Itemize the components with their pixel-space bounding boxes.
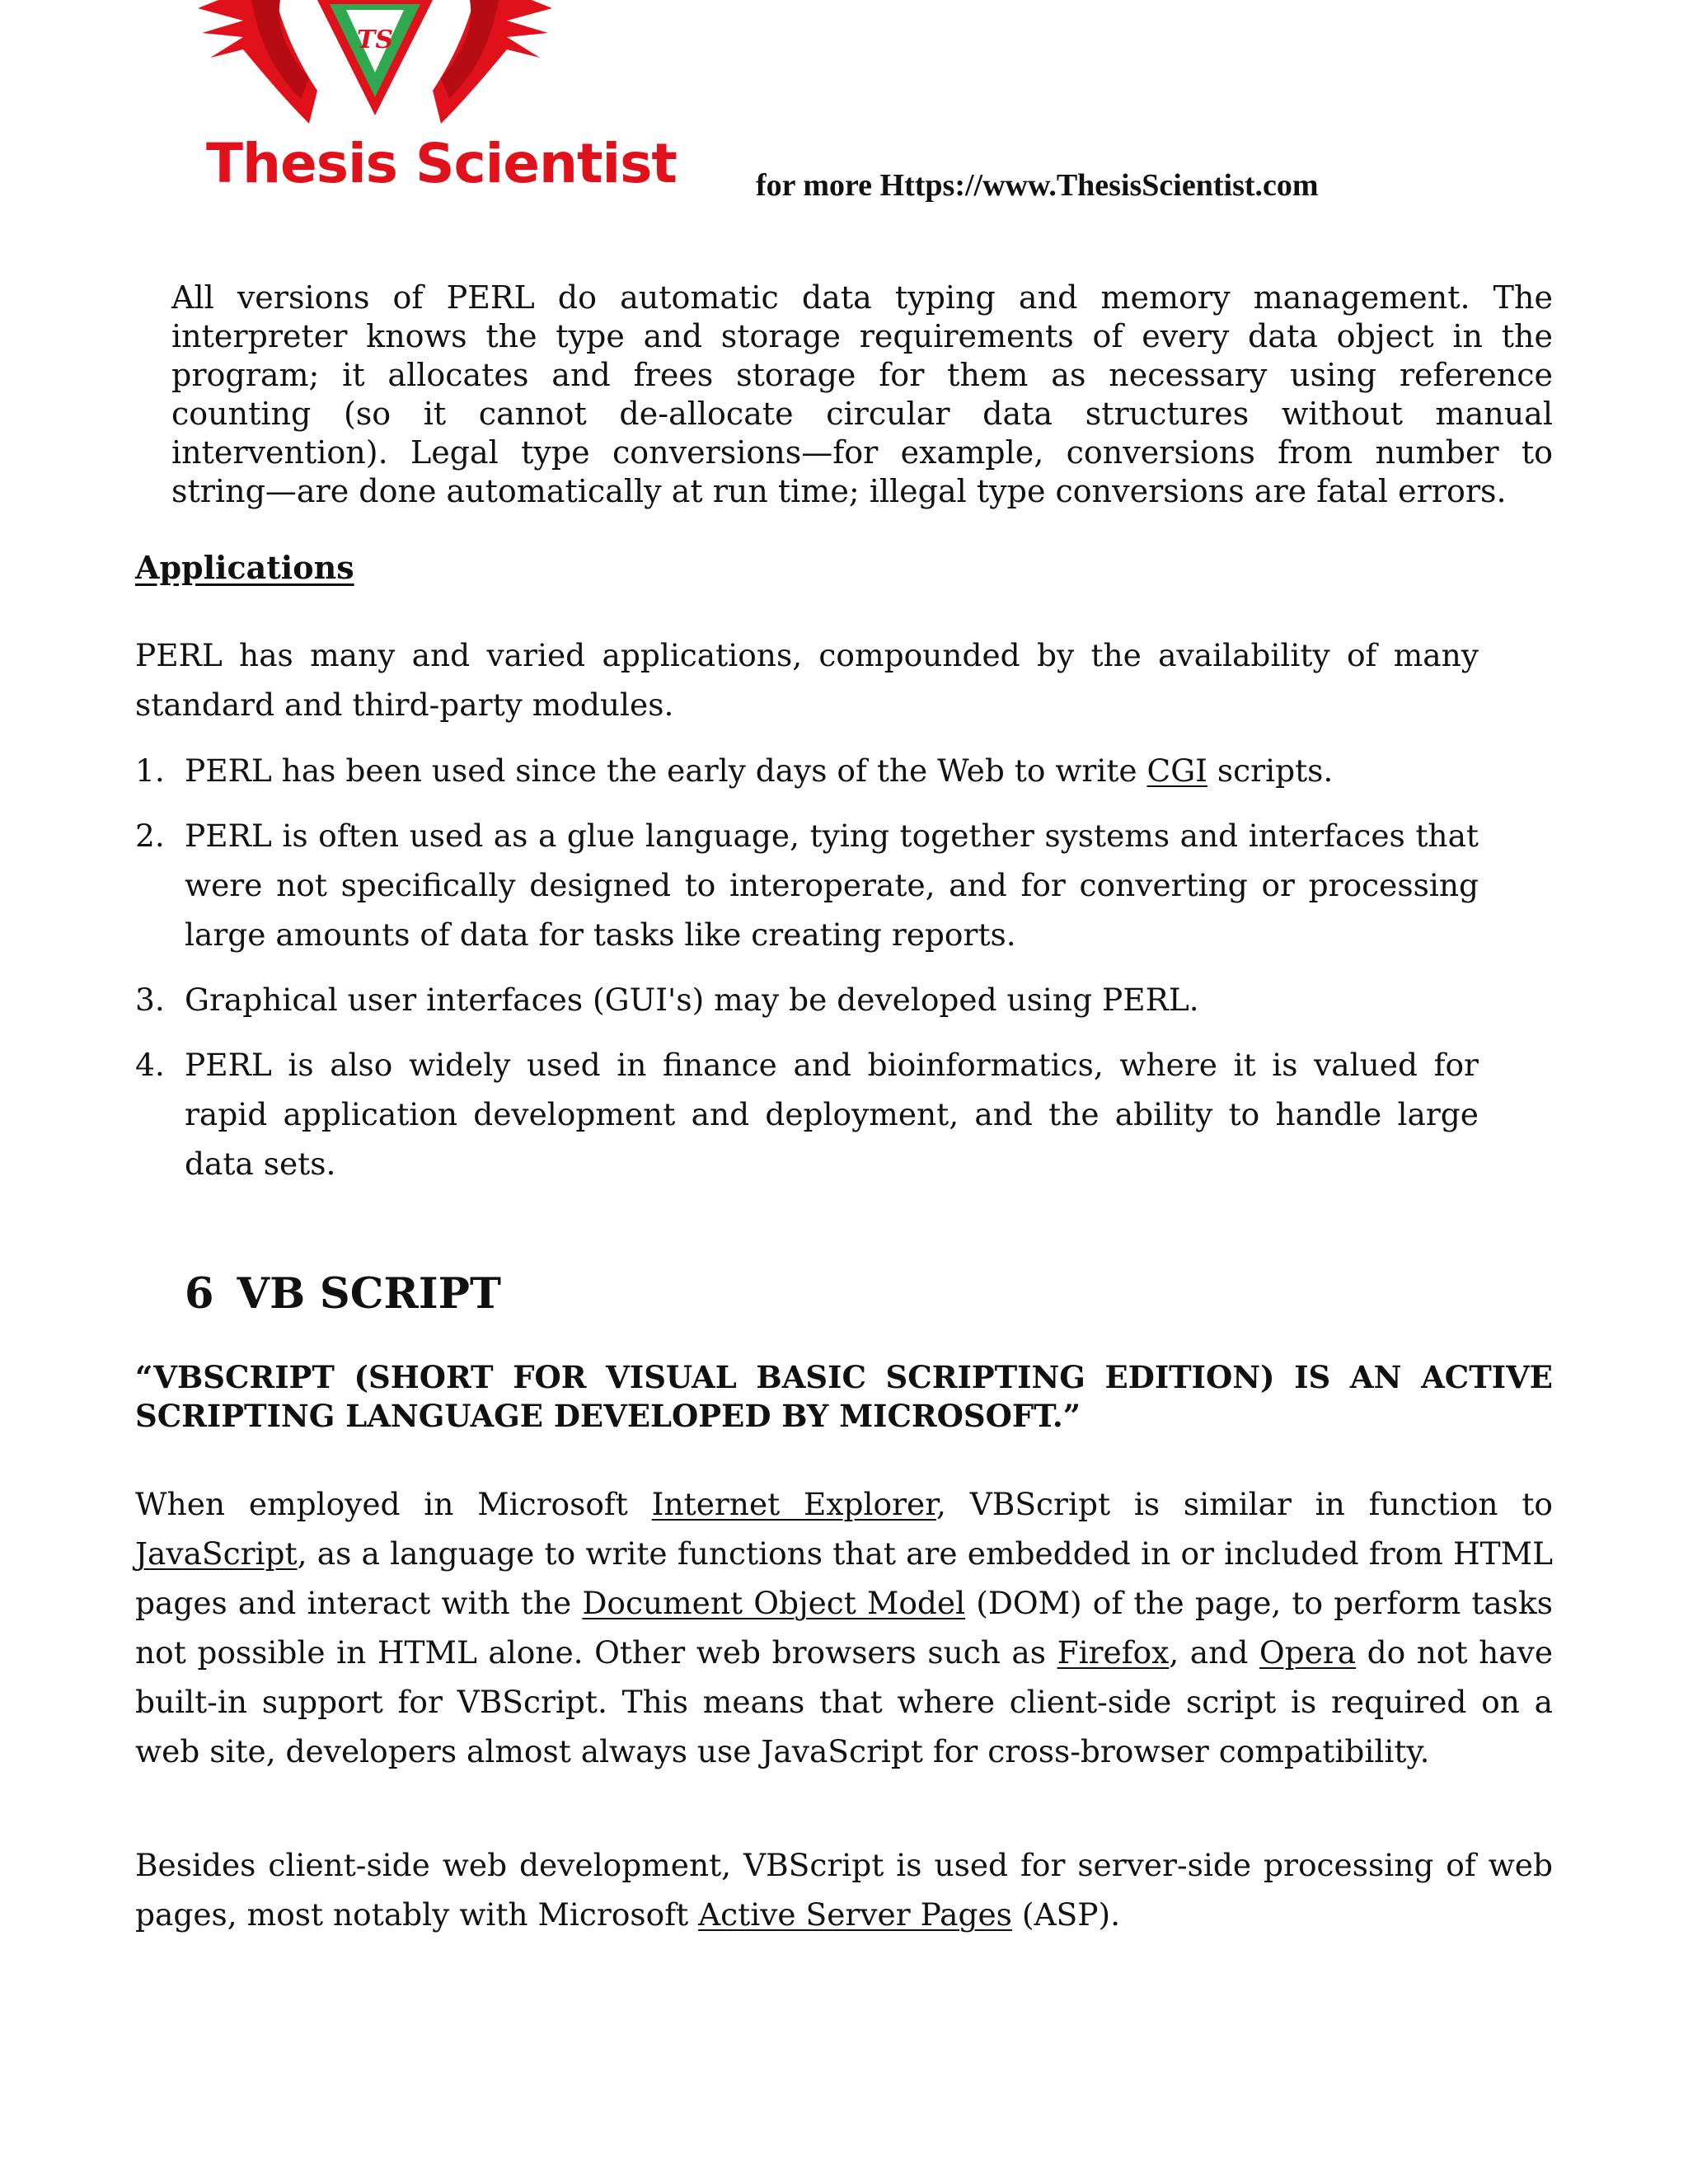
list-item-text: scripts. bbox=[1207, 752, 1334, 789]
paragraph-text: , VBScript is similar in function to bbox=[936, 1486, 1553, 1522]
paragraph-text: , as a language to write functions that are embedded in or included from HTML pages and interact with the bbox=[135, 1535, 1553, 1621]
list-item-number: 3. bbox=[135, 982, 165, 1018]
list-item bbox=[135, 811, 1479, 959]
paragraph-text: When employed in Microsoft bbox=[135, 1486, 652, 1522]
list-item-number: 4. bbox=[135, 1047, 165, 1083]
paragraph-text: (ASP). bbox=[1011, 1896, 1121, 1933]
javascript-link[interactable]: JavaScript bbox=[135, 1535, 298, 1572]
thesis-scientist-logo bbox=[185, 0, 677, 206]
list-item-number: 2. bbox=[135, 818, 165, 854]
document-object-model-link[interactable]: Document Object Model bbox=[582, 1585, 966, 1621]
list-item-text: PERL is often used as a glue language, tying together systems and interfaces that were not specifically designed to interoperate, and for converting or processing large amounts of data for tasks like creating reports. bbox=[185, 818, 1479, 953]
paragraph-text: do not have built-in support for VBScript. This means that where client-side script is required on a web site, developers almost always use JavaScript for cross-browser compatibility. bbox=[135, 1634, 1554, 1769]
list-item-text: Graphical user interfaces (GUI's) may be developed using PERL. bbox=[185, 982, 1199, 1018]
section-number: 6 bbox=[185, 1269, 214, 1319]
svg-text:TS: TS bbox=[357, 26, 393, 54]
list-item bbox=[135, 975, 1479, 1024]
list-item bbox=[135, 1040, 1479, 1188]
vbscript-definition-quote: “VBSCRIPT (SHORT FOR VISUAL BASIC SCRIPTING EDITION) IS AN ACTIVE SCRIPTING LANGUAGE DEVELOPED BY MICROSOFT.” bbox=[135, 1359, 1553, 1434]
applications-list bbox=[135, 746, 1479, 1204]
winged-triangle-logo-icon bbox=[185, 0, 565, 140]
cgi-link[interactable]: CGI bbox=[1146, 752, 1207, 789]
vbscript-paragraph-1 bbox=[135, 1479, 1553, 1776]
header-website-link[interactable]: for more Https://www.ThesisScientist.com bbox=[756, 168, 1319, 203]
section-heading-vbscript bbox=[185, 1269, 501, 1319]
list-item-text: PERL has been used since the early days of the Web to write bbox=[185, 752, 1147, 789]
intro-paragraph: All versions of PERL do automatic data typing and memory management. The interpreter knows the type and storage requirements of every data object in the program; it allocates and frees storage for them as necessary using reference counting (so it cannot de-allocate circular data structures without manual intervention). Legal type conversions—for example, conversions from number to string—are done automatically at run time; illegal type conversions are fatal errors. bbox=[171, 279, 1553, 509]
internet-explorer-link[interactable]: Internet Explorer bbox=[651, 1486, 937, 1522]
vbscript-paragraph-2 bbox=[135, 1840, 1553, 1939]
applications-intro: PERL has many and varied applications, compounded by the availability of many standard and third-party modules. bbox=[135, 637, 1479, 723]
applications-heading: Applications bbox=[135, 549, 354, 586]
paragraph-text: (DOM) of the page, to perform tasks not possible in HTML alone. Other web browsers such as bbox=[135, 1585, 1553, 1671]
active-server-pages-link[interactable]: Active Server Pages bbox=[698, 1896, 1012, 1933]
logo-wordmark: Thesis Scientist bbox=[206, 132, 677, 195]
opera-link[interactable]: Opera bbox=[1259, 1634, 1357, 1671]
list-item-number: 1. bbox=[135, 752, 165, 789]
firefox-link[interactable]: Firefox bbox=[1057, 1634, 1170, 1671]
paragraph-text: Besides client-side web development, VBScript is used for server-side processing of web pages, most notably with Microsoft bbox=[135, 1847, 1553, 1933]
paragraph-text: , and bbox=[1169, 1634, 1259, 1671]
section-title: VB SCRIPT bbox=[237, 1269, 501, 1319]
list-item-text: PERL is also widely used in finance and bioinformatics, where it is valued for rapid application development and deployment, and the ability to handle large data sets. bbox=[185, 1047, 1479, 1182]
list-item bbox=[135, 746, 1479, 795]
